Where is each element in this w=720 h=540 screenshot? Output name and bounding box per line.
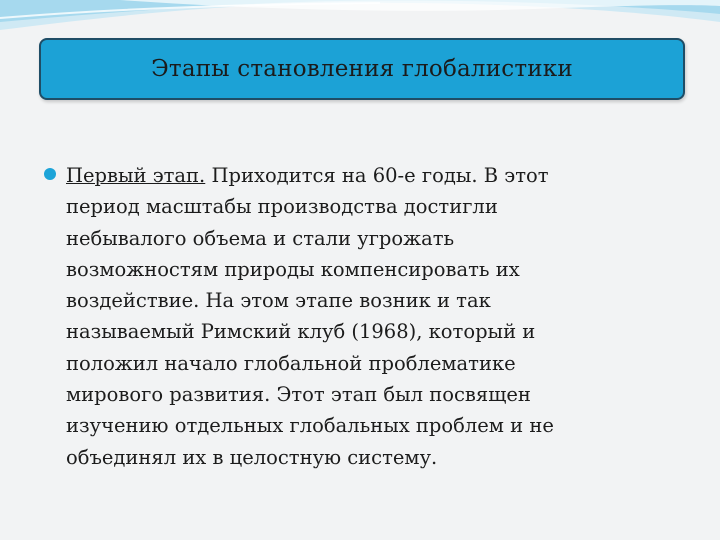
slide-title: Этапы становления глобалистики xyxy=(151,56,573,82)
title-box xyxy=(39,38,685,100)
bullet-dot-icon xyxy=(44,168,56,180)
paragraph-line-1 xyxy=(66,160,644,191)
paragraph-line-5: воздействие. На этом этапе возник и так xyxy=(66,289,491,313)
line-text: Приходится на 60-е годы. В этот xyxy=(205,164,549,187)
paragraph-line-3: небывалого объема и стали угрожать xyxy=(66,226,455,250)
bullet-term: Первый этап. xyxy=(66,164,206,187)
paragraph-line-8: мирового развития. Этот этап был посвящен xyxy=(66,383,531,407)
paragraph-line-6: называемый Римский клуб (1968), который и xyxy=(66,320,536,344)
paragraph-line-7: положил начало глобальной проблематике xyxy=(66,351,516,375)
bullet-paragraph xyxy=(66,160,644,473)
bullet-item xyxy=(44,160,644,473)
paragraph-line-10: объединял их в целостную систему. xyxy=(66,445,438,469)
paragraph-line-2: период масштабы производства достигли xyxy=(66,195,498,219)
paragraph-line-9: изучению отдельных глобальных проблем и не xyxy=(66,414,554,438)
paragraph-line-4: возможностям природы компенсировать их xyxy=(66,257,520,281)
